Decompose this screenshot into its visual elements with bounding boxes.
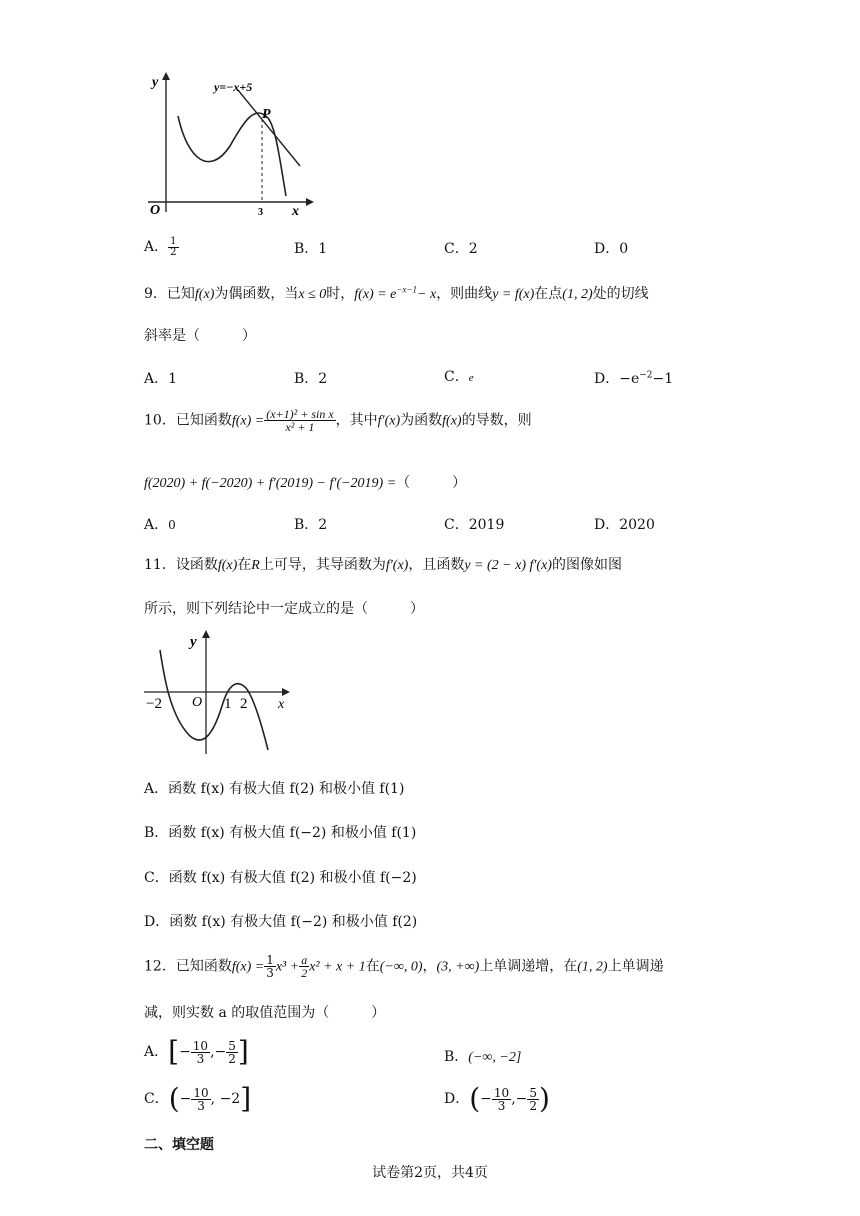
q8-option-d[interactable]: D．0	[594, 241, 629, 257]
q9-stem-line2: 斜率是（ ）	[144, 328, 256, 344]
figure-q8-graph	[140, 66, 320, 218]
q11-option-b[interactable]: B．函数 f(x) 有极大值 f(−2) 和极小值 f(1)	[144, 825, 417, 841]
q11-stem-line1: 11．设函数f(x)在R上可导，其导函数为f′(x)，且函数y = (2 − x) f′(x)的图像如图	[144, 557, 622, 573]
y-axis-arrow	[162, 72, 170, 80]
q9-option-b[interactable]: B．2	[294, 371, 328, 387]
q9-stem-line1: 9．已知f(x)为偶函数，当x ≤ 0时，$f(x) = e^{-x-1}- x$，则曲线y = f(x)在点(1, 2)处的切线	[144, 284, 649, 302]
curve	[178, 113, 286, 196]
x-axis-arrow	[282, 688, 290, 696]
tick-neg2-label: −2	[146, 696, 162, 712]
q12-stem-line2: 减，则实数 a 的取值范围为（ ）	[144, 1005, 386, 1021]
x-axis-arrow	[306, 198, 314, 206]
tick-3-label: 3	[258, 207, 263, 218]
q8-option-c[interactable]: C．2	[444, 241, 478, 257]
tick-1-label: 1	[224, 696, 232, 712]
q12-option-b[interactable]: B．(−∞, −2]	[444, 1049, 522, 1065]
section-heading: 二、填空题	[144, 1137, 214, 1153]
q10-stem-line1: 10．已知函数f(x) = $\frac{\text{(x+1)² + sin x}}{\text{x² + 1}}$ ，其中f′(x)为函数f(x)的导数，则	[144, 407, 532, 434]
origin-label: O	[150, 203, 161, 218]
tangent-line	[238, 90, 300, 166]
y-label: y	[190, 634, 197, 650]
q10-option-d[interactable]: D．2020	[594, 517, 655, 533]
q9-option-c[interactable]: C．e	[444, 369, 474, 385]
q10-option-b[interactable]: B．2	[294, 517, 328, 533]
q9-option-d[interactable]: D．$-e^{-2}-1$	[594, 370, 674, 387]
point-p-label: P	[262, 107, 271, 122]
q10-option-a[interactable]: A．0	[144, 517, 176, 533]
q12-option-d[interactable]: D．(− $\frac{10}{3}$ ,− $\frac{5}{2}$ )	[444, 1082, 550, 1115]
q9-option-a[interactable]: A．1	[144, 371, 178, 387]
x-label: x	[278, 697, 285, 712]
q8-option-b[interactable]: B．1	[294, 241, 328, 257]
q12-stem-line1: 12．已知函数f(x) = $\frac{1}{3}$ x³ + $\frac{a}{2}$ x² + x + 1在(−∞, 0)，(3, +∞)上单调递增，在(1, 2)上单调递	[144, 953, 664, 980]
q11-option-c[interactable]: C．函数 f(x) 有极大值 f(2) 和极小值 f(−2)	[144, 870, 417, 886]
origin-label: O	[192, 695, 203, 710]
q10-option-c[interactable]: C．2019	[444, 517, 505, 533]
y-label: y	[152, 75, 159, 90]
q12-option-a[interactable]: A．[− $\frac{10}{3}$ ,− $\frac{5}{2}$ ]	[144, 1035, 249, 1068]
q12-option-c[interactable]: C．(− $\frac{10}{3}$ , −2]	[144, 1082, 252, 1115]
y-axis-arrow	[202, 630, 210, 638]
q10-stem-line2: f(2020) + f(−2020) + f′(2019) − f′(−2019) =（ ）	[144, 475, 467, 491]
figure-q11-graph	[140, 626, 300, 758]
tick-2-label: 2	[240, 696, 248, 712]
x-label: x	[292, 204, 299, 218]
curve	[160, 650, 268, 750]
q11-option-d[interactable]: D．函数 f(x) 有极大值 f(−2) 和极小值 f(2)	[144, 914, 418, 930]
q11-option-a[interactable]: A．函数 f(x) 有极大值 f(2) 和极小值 f(1)	[144, 781, 405, 797]
tangent-label: y=−x+5	[214, 80, 253, 94]
q8-option-a[interactable]: A． $\frac{1}{2}$	[144, 235, 177, 258]
page-footer: 试卷第2页，共4页	[372, 1165, 488, 1181]
q11-stem-line2: 所示，则下列结论中一定成立的是（ ）	[144, 601, 424, 617]
